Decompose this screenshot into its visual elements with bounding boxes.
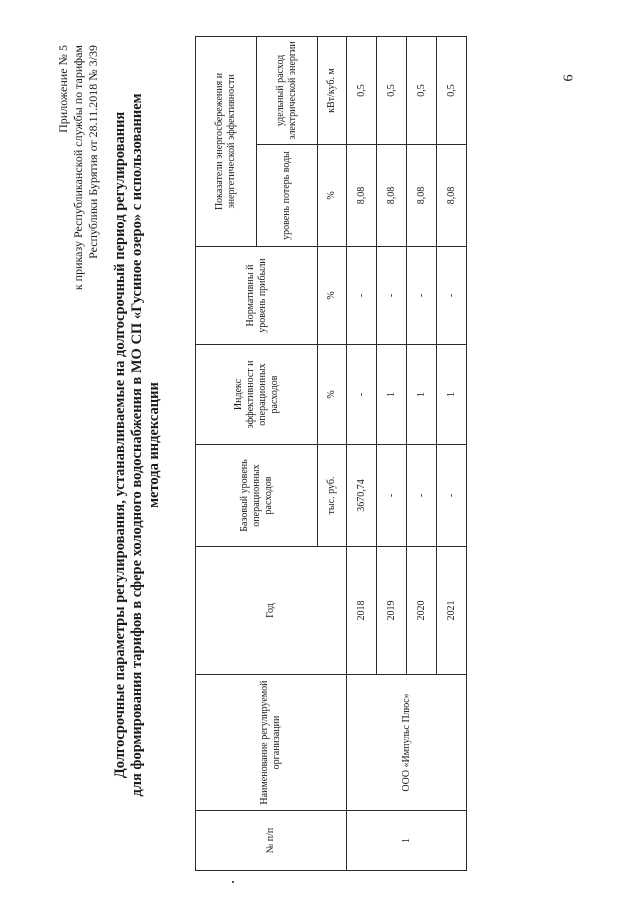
cell-profit-level: - <box>437 247 467 345</box>
header-num: № п/п <box>196 811 347 871</box>
cell-year: 2020 <box>407 547 437 675</box>
row-number: 1 <box>347 811 467 871</box>
cell-specific-consumption: 0,5 <box>407 36 437 144</box>
header-efficiency-index: Индекс эффективност и операционных расходов <box>196 345 318 445</box>
page-number: 6 <box>561 74 577 82</box>
cell-water-loss: 8,08 <box>377 145 407 247</box>
header-year: Год <box>196 547 347 675</box>
cell-profit-level: - <box>407 247 437 345</box>
title-line-2: для формирования тарифов в сфере холодного водоснабжения в МО СП «Гусиное озеро» с использованием <box>129 93 145 797</box>
header-organization: Наименование регулируемой организации <box>196 675 347 811</box>
appendix-line-3: Республики Бурятия от 28.11.2018 № 3/39 <box>86 45 100 259</box>
unit-profit-level: % <box>318 247 347 345</box>
cell-base-level: - <box>377 445 407 547</box>
header-specific-consumption: удельный расход электрической энергии <box>257 36 318 144</box>
cell-base-level: - <box>437 445 467 547</box>
title-line-1: Долгосрочные параметры регулирования, устанавливаемые на долгосрочный период регулирования <box>112 111 128 779</box>
header-energy-indicators: Показатели энергосбережения и энергетической эффективности <box>196 36 257 246</box>
cell-specific-consumption: 0,5 <box>347 36 377 144</box>
appendix-header <box>56 45 101 290</box>
cell-water-loss: 8,08 <box>437 145 467 247</box>
cell-efficiency-index: 1 <box>437 345 467 445</box>
appendix-line-1: Приложение № 5 <box>56 45 70 133</box>
cell-specific-consumption: 0,5 <box>437 36 467 144</box>
cell-efficiency-index: - <box>347 345 377 445</box>
cell-year: 2018 <box>347 547 377 675</box>
cell-efficiency-index: 1 <box>377 345 407 445</box>
unit-base-level: тыс. руб. <box>318 445 347 547</box>
cell-profit-level: - <box>377 247 407 345</box>
title-line-3: метода индексации <box>146 382 162 508</box>
cell-water-loss: 8,08 <box>347 145 377 247</box>
header-base-level: Базовый уровень операционных расходов <box>196 445 318 547</box>
cell-base-level: 3670,74 <box>347 445 377 547</box>
unit-water-loss: % <box>318 145 347 247</box>
unit-specific-consumption: кВт/куб. м <box>318 36 347 144</box>
table-row <box>347 36 377 870</box>
document-title <box>112 85 163 805</box>
cell-year: 2021 <box>437 547 467 675</box>
unit-efficiency-index: % <box>318 345 347 445</box>
cell-water-loss: 8,08 <box>407 145 437 247</box>
cell-profit-level: - <box>347 247 377 345</box>
cell-specific-consumption: 0,5 <box>377 36 407 144</box>
header-profit-level: Нормативны й уровень прибыли <box>196 247 318 345</box>
organization-name: ООО «Импульс Плюс» <box>347 675 467 811</box>
appendix-line-2: к приказу Республиканской службы по тарифам <box>71 45 85 291</box>
cell-efficiency-index: 1 <box>407 345 437 445</box>
cell-year: 2019 <box>377 547 407 675</box>
parameters-table <box>195 36 467 871</box>
header-water-loss: уровень потерь воды <box>257 145 318 247</box>
cell-base-level: - <box>407 445 437 547</box>
